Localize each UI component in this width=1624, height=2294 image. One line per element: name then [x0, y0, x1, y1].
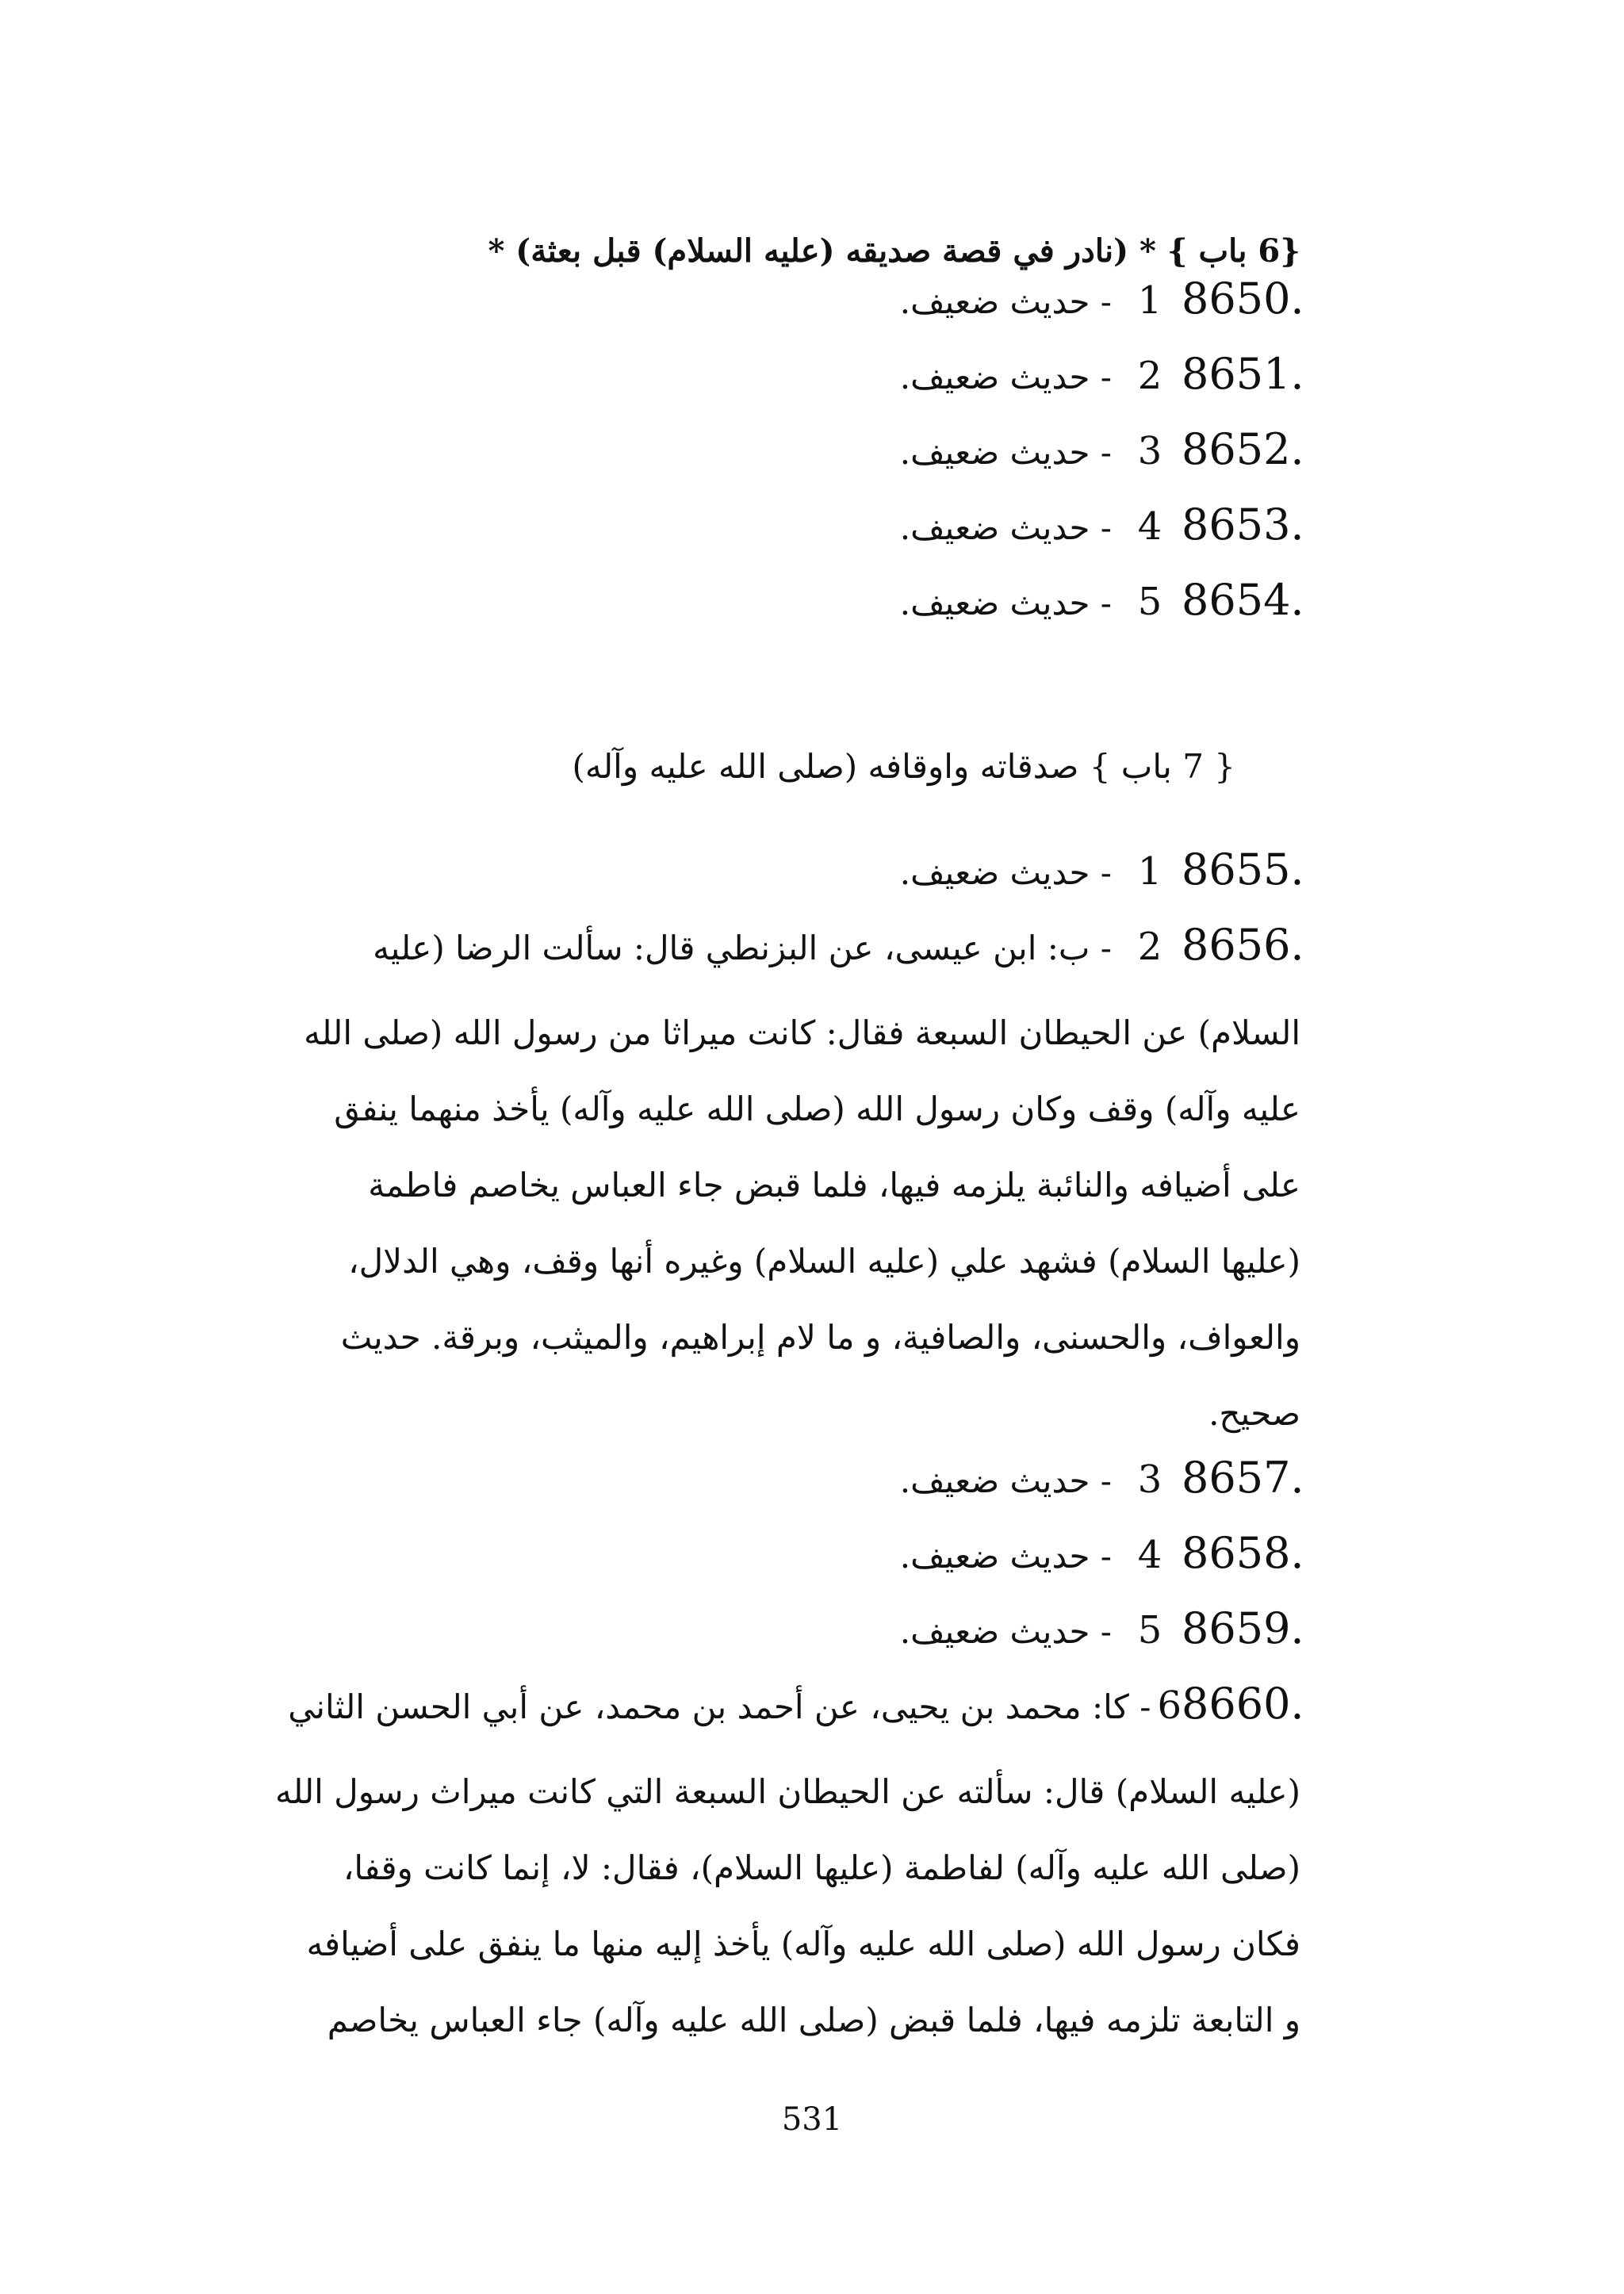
entry-sub-number: 5: [1137, 1608, 1162, 1653]
entry-text: - حديث ضعيف.: [899, 584, 1112, 622]
hadith-entry: [317, 1603, 1304, 1679]
entry-sub-number: 4: [1137, 504, 1162, 549]
entry-text: - ب: ابن عيسى، عن البزنطي قال: سألت الرضا (عليه: [373, 929, 1112, 967]
entry-first-line: [317, 575, 1304, 650]
entry-continuation-line: (صلى الله عليه وآله) لفاطمة (عليها السلام)، فقال: لا، إنما كانت وقفا،: [343, 1848, 1300, 1887]
entry-first-line: [317, 1453, 1304, 1528]
entry-sub-number: 2: [1137, 354, 1162, 398]
entry-text: - حديث ضعيف.: [899, 358, 1112, 396]
entry-text: - حديث ضعيف.: [899, 282, 1112, 321]
entry-first-line: [317, 1528, 1304, 1603]
entry-first-line: [317, 920, 1304, 995]
hadith-entry: [317, 349, 1304, 424]
entry-number: 8660.: [1182, 1679, 1304, 1729]
chapter-6-heading: {6 باب } * (نادر في قصة صديقه (عليه السلام) قبل بعثة) *: [488, 232, 1300, 270]
entry-number: 8656.: [1182, 920, 1304, 970]
entry-continuation-line: (عليه السلام) قال: سألته عن الحيطان السبعة التي كانت ميراث رسول الله: [274, 1772, 1300, 1811]
hadith-entry: [317, 1453, 1304, 1528]
entry-continuation-line: عليه وآله) وقف وكان رسول الله (صلى الله عليه وآله) يأخذ منهما ينفق: [334, 1090, 1300, 1128]
entry-continuation-line: السلام) عن الحيطان السبعة فقال: كانت ميراثا من رسول الله (صلى الله: [304, 1013, 1300, 1052]
entry-first-line: [317, 349, 1304, 424]
entry-sub-number: 3: [1137, 429, 1162, 473]
entry-sub-number: 1: [1137, 278, 1162, 323]
hadith-entry: [317, 1528, 1304, 1603]
hadith-entry: [274, 1679, 1304, 2058]
entry-first-line: [317, 500, 1304, 575]
entry-sub-number: 5: [1137, 580, 1162, 624]
entry-continuation-line: على أضيافه والنائبة يلزمه فيها، فلما قبض جاء العباس يخاصم فاطمة: [368, 1166, 1300, 1204]
entry-first-line: [288, 1679, 1304, 1754]
entry-continuation-line: (عليها السلام) فشهد علي (عليه السلام) وغيره أنها وقف، وهي الدلال،: [348, 1242, 1300, 1281]
entry-text: - حديث ضعيف.: [899, 508, 1112, 547]
entry-text: - حديث ضعيف.: [899, 1537, 1112, 1576]
entry-text: - كا: محمد بن يحيى، عن أحمد بن محمد، عن أبي الحسن الثاني: [288, 1687, 1151, 1726]
entry-number: 8658.: [1182, 1528, 1304, 1578]
entry-text: - حديث ضعيف.: [899, 853, 1112, 892]
entry-number: 8651.: [1182, 349, 1304, 399]
chapter-7-heading: { 7 باب } صدقاته واوقافه (صلى الله عليه وآله): [572, 747, 1235, 786]
hadith-entry: [317, 500, 1304, 575]
entry-sub-number: 1: [1137, 849, 1162, 894]
entry-continuation-line: والعواف، والحسنى، والصافية، و ما لام إبراهيم، والميثب، وبرقة. حديث: [340, 1318, 1300, 1357]
entry-text: - حديث ضعيف.: [899, 1461, 1112, 1500]
entry-sub-number: 4: [1137, 1533, 1162, 1577]
entry-number: 8652.: [1182, 424, 1304, 474]
entry-number: 8655.: [1182, 844, 1304, 894]
entry-continuation: [274, 1754, 1300, 2058]
entry-sub-number: 3: [1137, 1457, 1162, 1502]
entry-first-line: [317, 1603, 1304, 1679]
page-number: 531: [781, 2101, 843, 2138]
entry-number: 8659.: [1182, 1603, 1304, 1653]
entry-first-line: [317, 844, 1304, 920]
entry-number: 8653.: [1182, 500, 1304, 550]
hadith-entry: [317, 424, 1304, 500]
entry-sub-number: 2: [1137, 925, 1162, 969]
hadith-entry: [304, 920, 1304, 1452]
entry-first-line: [317, 424, 1304, 500]
entry-number: 8657.: [1182, 1453, 1304, 1503]
entry-continuation-line: صحيح.: [1208, 1394, 1300, 1433]
entry-number: 8650.: [1182, 274, 1304, 324]
entry-text: - حديث ضعيف.: [899, 433, 1112, 472]
entry-text: - حديث ضعيف.: [899, 1612, 1112, 1651]
entry-continuation-line: فكان رسول الله (صلى الله عليه وآله) يأخذ إليه منها ما ينفق على أضيافه: [306, 1924, 1300, 1963]
hadith-entry: [317, 575, 1304, 650]
entry-continuation: [304, 995, 1300, 1452]
entry-first-line: [317, 274, 1304, 349]
entry-sub-number: 6: [1157, 1683, 1182, 1728]
hadith-entry: [317, 274, 1304, 349]
hadith-entry: [317, 844, 1304, 920]
entry-continuation-line: و التابعة تلزمه فيها، فلما قبض (صلى الله عليه وآله) جاء العباس يخاصم: [327, 2001, 1300, 2039]
entry-number: 8654.: [1182, 575, 1304, 625]
